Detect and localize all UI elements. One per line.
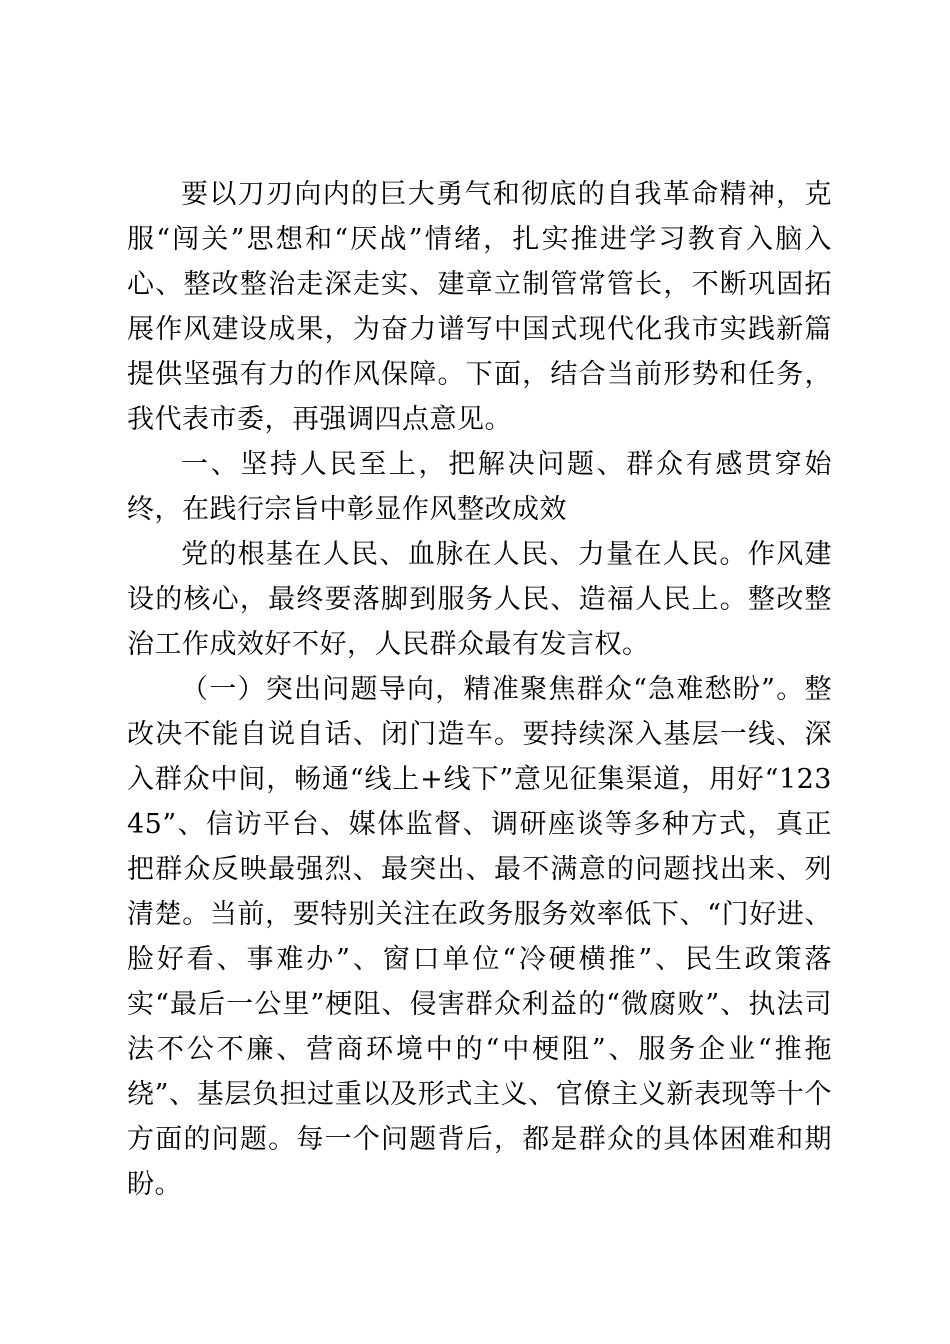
document-body	[127, 172, 832, 1207]
section-heading-1: 一、坚持人民至上，把解决问题、群众有感贯穿始终，在践行宗旨中彰显作风整改成效	[127, 449, 832, 525]
intro-paragraph: 要以刀刃向内的巨大勇气和彻底的自我革命精神，克服“闯关”思想和“厌战”情绪，扎实推进学习教育入脑入心、整改整治走深走实、建章立制管常管长，不断巩固拓展作风建设成果，为奋力谱写中国式现代化我市实践新篇提供坚强有力的作风保障。下面，结合当前形势和任务，我代表市委，再强调四点意见。	[127, 179, 832, 435]
subsection-1-paragraph: （一）突出问题导向，精准聚焦群众“急难愁盼”。整改决不能自说自话、闭门造车。要持续深入基层一线、深入群众中间，畅通“线上+线下”意见征集渠道，用好“12345”、信访平台、媒体监督、调研座谈等多种方式，真正把群众反映最强烈、最突出、最不满意的问题找出来、列清楚。当前，要特别关注在政务服务效率低下、“门好进、脸好看、事难办”、窗口单位“冷硬横推”、民生政策落实“最后一公里”梗阻、侵害群众利益的“微腐败”、执法司法不公不廉、营商环境中的“中梗阻”、服务企业“推拖绕”、基层负担过重以及形式主义、官僚主义新表现等十个方面的问题。每一个问题背后，都是群众的具体困难和期盼。	[127, 674, 832, 1200]
section-1-paragraph: 党的根基在人民、血脉在人民、力量在人民。作风建设的核心，最终要落脚到服务人民、造福人民上。整改整治工作成效好不好，人民群众最有发言权。	[127, 539, 832, 660]
